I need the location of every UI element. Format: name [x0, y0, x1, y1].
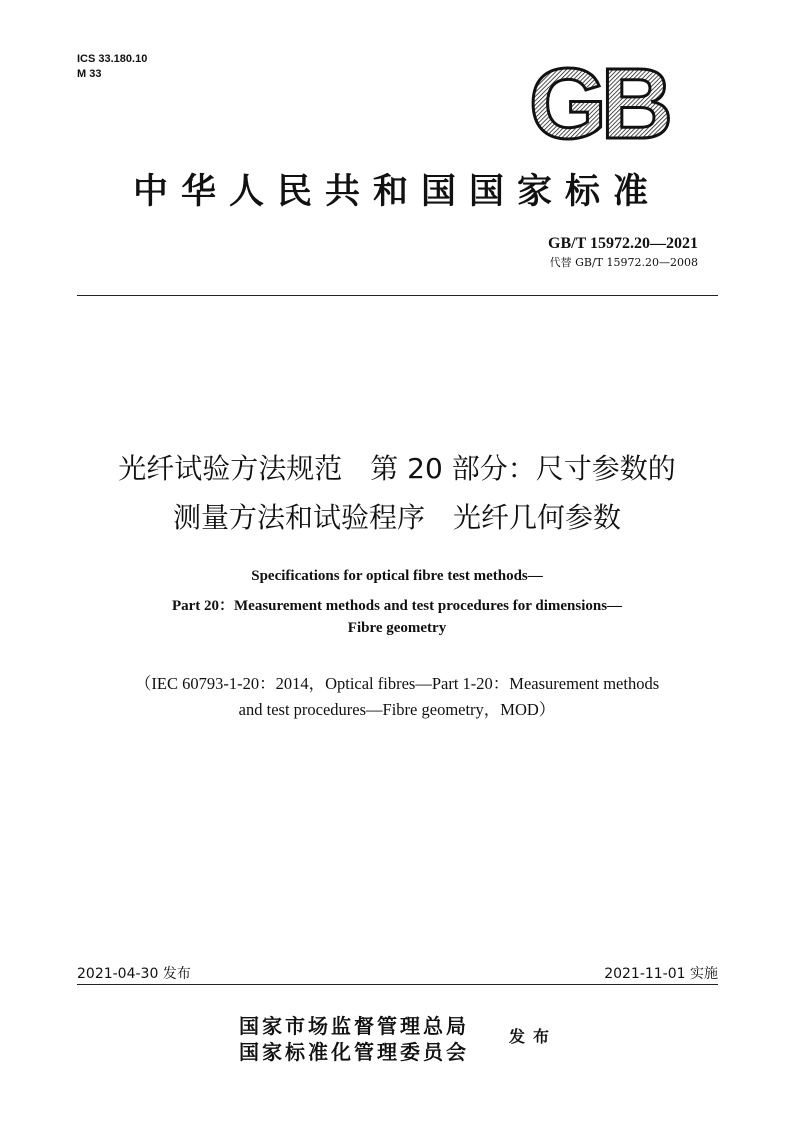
- iec-reference-line-1: （IEC 60793-1-20：2014，Optical fibres—Part 1-20：Measurement methods: [134, 674, 660, 693]
- chinese-title-line-2: 测量方法和试验程序 光纤几何参数: [172, 501, 621, 534]
- chinese-title-line-1: 光纤试验方法规范 第 20 部分：尺寸参数的: [118, 452, 676, 485]
- top-divider: [77, 295, 718, 296]
- bottom-divider: [77, 984, 718, 985]
- ics-code: ICS 33.180.10: [77, 53, 148, 65]
- issuer-samr: 国家市场监督管理总局: [239, 1014, 469, 1038]
- gb-logo-text: GB: [529, 58, 667, 146]
- english-title-line-1: Specifications for optical fibre test methods—: [251, 568, 543, 584]
- publication-date: 2021-04-30 发布: [77, 966, 191, 982]
- gb-logo: [518, 58, 678, 146]
- issue-label: 发布: [509, 1027, 558, 1046]
- english-title-line-3: Fibre geometry: [347, 620, 447, 636]
- replaces-standard: 代替 GB/T 15972.20—2008: [549, 256, 698, 269]
- standard-number: GB/T 15972.20—2021: [548, 235, 698, 252]
- issuer-sac: 国家标准化管理委员会: [239, 1040, 469, 1064]
- iec-reference-line-2: and test procedures—Fibre geometry，MOD）: [238, 700, 556, 719]
- ccs-code: M 33: [77, 68, 102, 80]
- classification-codes: [77, 52, 147, 82]
- country-standard-heading: 中华人民共和国国家标准: [132, 172, 661, 212]
- implementation-date: 2021-11-01 实施: [604, 966, 718, 982]
- english-title-line-2: Part 20：Measurement methods and test procedures for dimensions—: [171, 598, 623, 614]
